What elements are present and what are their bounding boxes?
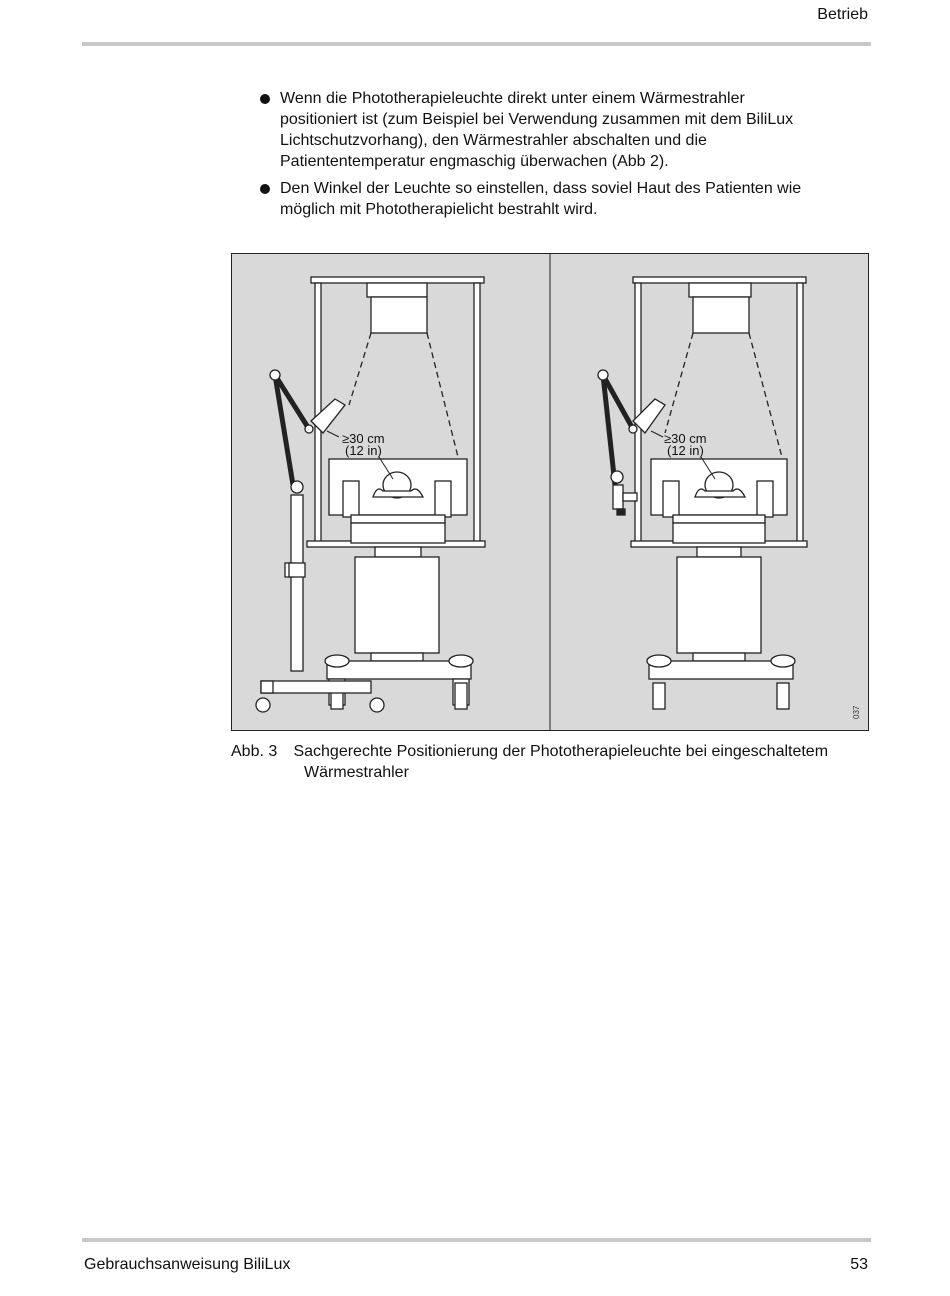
bassinet-support: [351, 523, 445, 543]
mattress-base: [673, 515, 765, 523]
figure-code: 037: [852, 705, 861, 719]
section-header: Betrieb: [817, 6, 868, 23]
lamp-stand-clamp: [289, 563, 305, 577]
distance-label-imperial-left: (12 in): [345, 443, 382, 458]
footer-rule: [82, 1238, 871, 1242]
mattress-base: [351, 515, 445, 523]
distance-label-left: ≥30 cm: [342, 431, 385, 446]
column-neck: [375, 547, 421, 557]
bassinet-handle-right: [435, 481, 451, 517]
figure-caption: [231, 741, 891, 783]
caster-cap-right: [449, 655, 473, 667]
bassinet-handle-left: [343, 481, 359, 517]
lamp-mount-screw: [617, 509, 625, 515]
heater-collar: [689, 283, 751, 297]
caption-number: Abb. 3: [231, 743, 278, 760]
lamp-joint-head: [305, 425, 313, 433]
lamp-joint-bottom: [611, 471, 623, 483]
caption-text-line1: Sachgerechte Positionierung der Phototherapieleuchte bei eingeschaltetem: [293, 743, 829, 760]
lamp-stand-wheel-right: [370, 698, 384, 712]
distance-label-right: ≥30 cm: [664, 431, 707, 446]
bullet-icon: [260, 184, 270, 194]
warmer-post-right: [797, 283, 803, 545]
column-foot: [693, 653, 745, 661]
page-number: 53: [850, 1256, 868, 1273]
caption-text-line2: Wärmestrahler: [304, 764, 409, 781]
warmer-top-bar: [311, 277, 484, 283]
lamp-joint-bottom: [291, 481, 303, 493]
lamp-mount-bracket: [623, 493, 637, 501]
column-foot: [371, 653, 423, 661]
footer-title: Gebrauchsanweisung BiliLux: [84, 1256, 291, 1273]
figure-illustration: [231, 253, 869, 731]
distance-label-imperial-right: (12 in): [667, 443, 704, 458]
caster-wheel-right: [777, 683, 789, 709]
caster-wheel-right: [455, 683, 467, 709]
caster-wheel-left: [653, 683, 665, 709]
heater-head: [371, 297, 427, 333]
bassinet-handle-left: [663, 481, 679, 517]
lamp-stand-base: [261, 681, 371, 693]
caster-cap-left: [325, 655, 349, 667]
lamp-stand-foot: [261, 681, 273, 693]
list-item: [258, 178, 858, 220]
header-rule: [82, 42, 871, 46]
list-item-text: Wenn die Phototherapieleuchte direkt unter einem Wärmestrahler positioniert ist (zum Beispiel bei Verwendung zusammen mit dem BiliLux Lichtschutzvorhang), den Wärmestrahler abschalten und die Patiententemperatur engmaschig überwachen (Abb 2).: [280, 90, 794, 170]
instruction-list: [258, 88, 858, 226]
list-item: [258, 88, 858, 172]
lamp-joint-top: [598, 370, 608, 380]
lamp-stand-wheel-left: [256, 698, 270, 712]
warmer-post-right: [474, 283, 480, 545]
lamp-joint-head: [629, 425, 637, 433]
bullet-icon: [260, 94, 270, 104]
caster-cap-left: [647, 655, 671, 667]
heater-head: [693, 297, 749, 333]
lamp-mount-clamp: [613, 485, 623, 509]
lamp-stand-pole: [291, 495, 303, 671]
bassinet-handle-right: [757, 481, 773, 517]
incubator-column: [355, 557, 439, 653]
heater-collar: [367, 283, 427, 297]
list-item-text: Den Winkel der Leuchte so einstellen, dass soviel Haut des Patienten wie möglich mit Phototherapielicht bestrahlt wird.: [280, 180, 802, 218]
incubator-column: [677, 557, 761, 653]
warmer-top-bar: [633, 277, 806, 283]
column-neck: [697, 547, 741, 557]
bassinet-support: [673, 523, 765, 543]
lamp-joint-top: [270, 370, 280, 380]
caster-cap-right: [771, 655, 795, 667]
